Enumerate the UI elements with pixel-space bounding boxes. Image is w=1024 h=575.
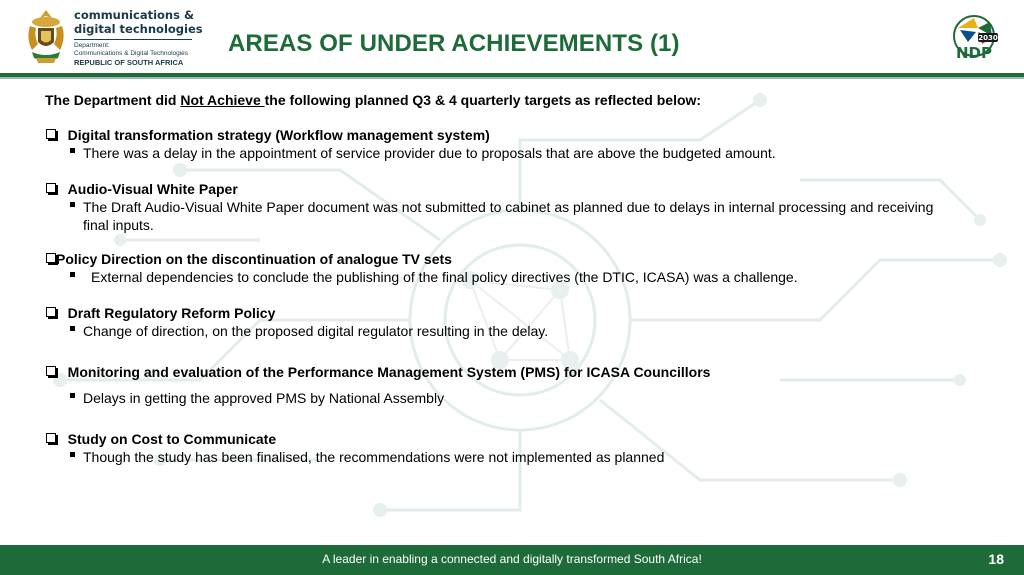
brand-line-2: digital technologies [74,22,203,36]
heading-text: Draft Regulatory Reform Policy [67,305,276,321]
ndp-year: 2030 [978,34,998,42]
checkbox-bullet-icon [46,129,56,139]
checkbox-bullet-icon [46,366,56,376]
item-heading [46,181,238,197]
checkbox-bullet-icon [46,253,56,263]
department-label: Department: [74,42,110,49]
item-detail: Though the study has been finalised, the recommendations were not implemented as planned [83,449,665,465]
item-detail: External dependencies to conclude the publishing of the final policy directives (the DTIC, ICASA) was a challenge. [91,269,798,285]
square-bullet-icon [70,452,75,457]
ndp-text: NDP [956,44,992,62]
department-name: Communications & Digital Technologies [74,50,189,57]
item-heading [46,305,275,321]
heading-text: Policy Direction on the discontinuation of analogue TV sets [56,251,452,267]
intro-prefix: The Department did [45,92,181,108]
square-bullet-icon [70,202,75,207]
checkbox-bullet-icon [46,183,56,193]
square-bullet-icon [70,326,75,331]
intro-text [45,92,701,108]
item-heading [46,364,710,380]
checkbox-bullet-icon [46,307,56,317]
brand-line-1: communications & [74,8,194,22]
item-heading [46,431,276,447]
item-detail: Change of direction, on the proposed digital regulator resulting in the delay. [83,323,549,339]
item-detail: There was a delay in the appointment of service provider due to proposals that are above the budgeted amount. [83,145,776,161]
checkbox-bullet-icon [46,433,56,443]
item-heading [46,251,452,267]
slide-footer [0,545,1024,575]
heading-text: Digital transformation strategy (Workflow management system) [67,127,490,143]
heading-text: Monitoring and evaluation of the Performance Management System (PMS) for ICASA Councillors [67,364,711,380]
footer-tagline: A leader in enabling a connected and digitally transformed South Africa! [322,552,702,566]
heading-text: Audio-Visual White Paper [67,181,238,197]
square-bullet-icon [70,148,75,153]
slide-title: AREAS OF UNDER ACHIEVEMENTS (1) [228,30,680,57]
page-number: 18 [988,551,1004,567]
item-detail: Delays in getting the approved PMS by National Assembly [83,390,445,406]
country-name: REPUBLIC OF SOUTH AFRICA [74,58,184,67]
square-bullet-icon [70,272,75,277]
intro-underlined: Not Achieve [180,92,265,108]
heading-text: Study on Cost to Communicate [67,431,277,447]
item-detail: The Draft Audio-Visual White Paper document was not submitted to cabinet as planned due to delays in internal processing and receiving final inputs. [83,199,934,233]
square-bullet-icon [70,393,75,398]
item-heading [46,127,490,143]
intro-suffix: the following planned Q3 & 4 quarterly targets as reflected below: [264,92,702,108]
